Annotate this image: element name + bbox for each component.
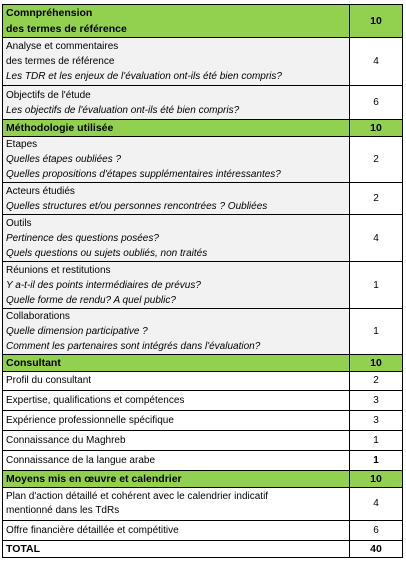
criterion-label (3, 521, 350, 541)
criterion-title-line: Profil du consultant (6, 375, 92, 386)
criterion-row (3, 411, 403, 431)
criterion-score: 6 (350, 86, 403, 120)
section-title (3, 5, 350, 38)
section-header-row (3, 5, 403, 38)
section-title (3, 355, 350, 372)
total-label: TOTAL (3, 541, 350, 558)
total-score: 40 (350, 541, 403, 558)
evaluation-grid-table (2, 4, 403, 558)
criterion-title-line: Outils (6, 217, 32, 229)
section-title-line: Consultant (6, 357, 61, 369)
criterion-row (3, 431, 403, 451)
criterion-score: 6 (350, 521, 403, 541)
section-title (3, 120, 350, 137)
criterion-label (3, 372, 350, 391)
criterion-title-line: Réunions et restitutions (6, 264, 111, 276)
total-row (3, 541, 403, 558)
criterion-score: 3 (350, 411, 403, 431)
section-title (3, 471, 350, 488)
criterion-label (3, 309, 350, 355)
criterion-score: 1 (350, 451, 403, 471)
criterion-title-line: Expertise, qualifications et compétences (6, 394, 185, 406)
criterion-label (3, 215, 350, 262)
criterion-label (3, 137, 350, 183)
criterion-score: 2 (350, 183, 403, 215)
criterion-question: Quels questions ou sujets oubliés, non traités (6, 247, 208, 259)
criterion-row (3, 137, 403, 183)
criterion-question: Quelle forme de rendu? A quel public? (6, 294, 176, 306)
criterion-row (3, 372, 403, 391)
criterion-score: 1 (350, 431, 403, 451)
criterion-question: Les TDR et les enjeux de l'évaluation ont-ils été bien compris? (6, 71, 282, 82)
evaluation-grid-body (3, 5, 403, 558)
criterion-label (3, 183, 350, 215)
criterion-score: 4 (350, 215, 403, 262)
criterion-row (3, 451, 403, 471)
criterion-title-line: Objectifs de l'étude (6, 89, 91, 101)
criterion-question: Comment les partenaires sont intégrés dans l'évaluation? (6, 341, 261, 352)
criterion-row (3, 391, 403, 411)
criterion-question: Quelles structures et/ou personnes rencontrées ? Oubliées (6, 200, 268, 212)
criterion-title-line: Connaissance du Maghreb (6, 434, 126, 446)
criterion-score: 2 (350, 372, 403, 391)
criterion-score: 4 (350, 488, 403, 521)
criterion-label (3, 391, 350, 411)
criterion-label (3, 451, 350, 471)
criterion-title-line: mentionné dans les TdRs (6, 505, 120, 516)
section-score: 10 (350, 5, 403, 38)
criterion-question: Quelles propositions d'étapes supplémentaires intéressantes? (6, 169, 281, 180)
criterion-label (3, 38, 350, 86)
section-title-line: Moyens mis en œuvre et calendrier (6, 473, 182, 485)
criterion-question: Les objectifs de l'évaluation ont-ils été bien compris? (6, 104, 240, 116)
criterion-row (3, 183, 403, 215)
section-title-line: des termes de référence (6, 23, 127, 35)
section-title-line: Comnpréhension (6, 7, 93, 19)
criterion-label (3, 411, 350, 431)
section-score: 10 (350, 471, 403, 488)
criterion-score: 1 (350, 262, 403, 309)
criterion-label (3, 488, 350, 521)
criterion-question: Quelle dimension participative ? (6, 326, 148, 337)
criterion-question: Quelles étapes oubliées ? (6, 154, 122, 165)
criterion-row (3, 521, 403, 541)
criterion-label (3, 262, 350, 309)
criterion-row (3, 38, 403, 86)
criterion-title-line: des termes de référence (6, 56, 115, 67)
criterion-row (3, 309, 403, 355)
section-title-line: Méthodologie utilisée (6, 122, 114, 134)
criterion-score: 1 (350, 309, 403, 355)
criterion-row (3, 488, 403, 521)
criterion-row (3, 215, 403, 262)
criterion-title-line: Acteurs étudiés (6, 185, 75, 197)
section-header-row (3, 471, 403, 488)
criterion-score: 3 (350, 391, 403, 411)
section-header-row (3, 120, 403, 137)
criterion-label (3, 86, 350, 120)
section-score: 10 (350, 355, 403, 372)
criterion-label (3, 431, 350, 451)
section-header-row (3, 355, 403, 372)
criterion-title-line: Collaborations (6, 311, 70, 322)
criterion-score: 2 (350, 137, 403, 183)
criterion-title-line: Offre financière détaillée et compétitive (6, 524, 179, 536)
criterion-title-line: Connaissance de la langue arabe (6, 454, 155, 466)
criterion-row (3, 262, 403, 309)
criterion-row (3, 86, 403, 120)
criterion-question: Y a-t-il des points intermédiaires de prévus? (6, 279, 201, 291)
criterion-title-line: Plan d'action détaillé et cohérent avec le calendrier indicatif (6, 491, 269, 502)
criterion-score: 4 (350, 38, 403, 86)
criterion-title-line: Analyse et commentaires (6, 41, 119, 52)
section-score: 10 (350, 120, 403, 137)
criterion-title-line: Expérience professionnelle spécifique (6, 414, 174, 426)
criterion-title-line: Etapes (6, 139, 38, 150)
criterion-question: Pertinence des questions posées? (6, 232, 159, 244)
